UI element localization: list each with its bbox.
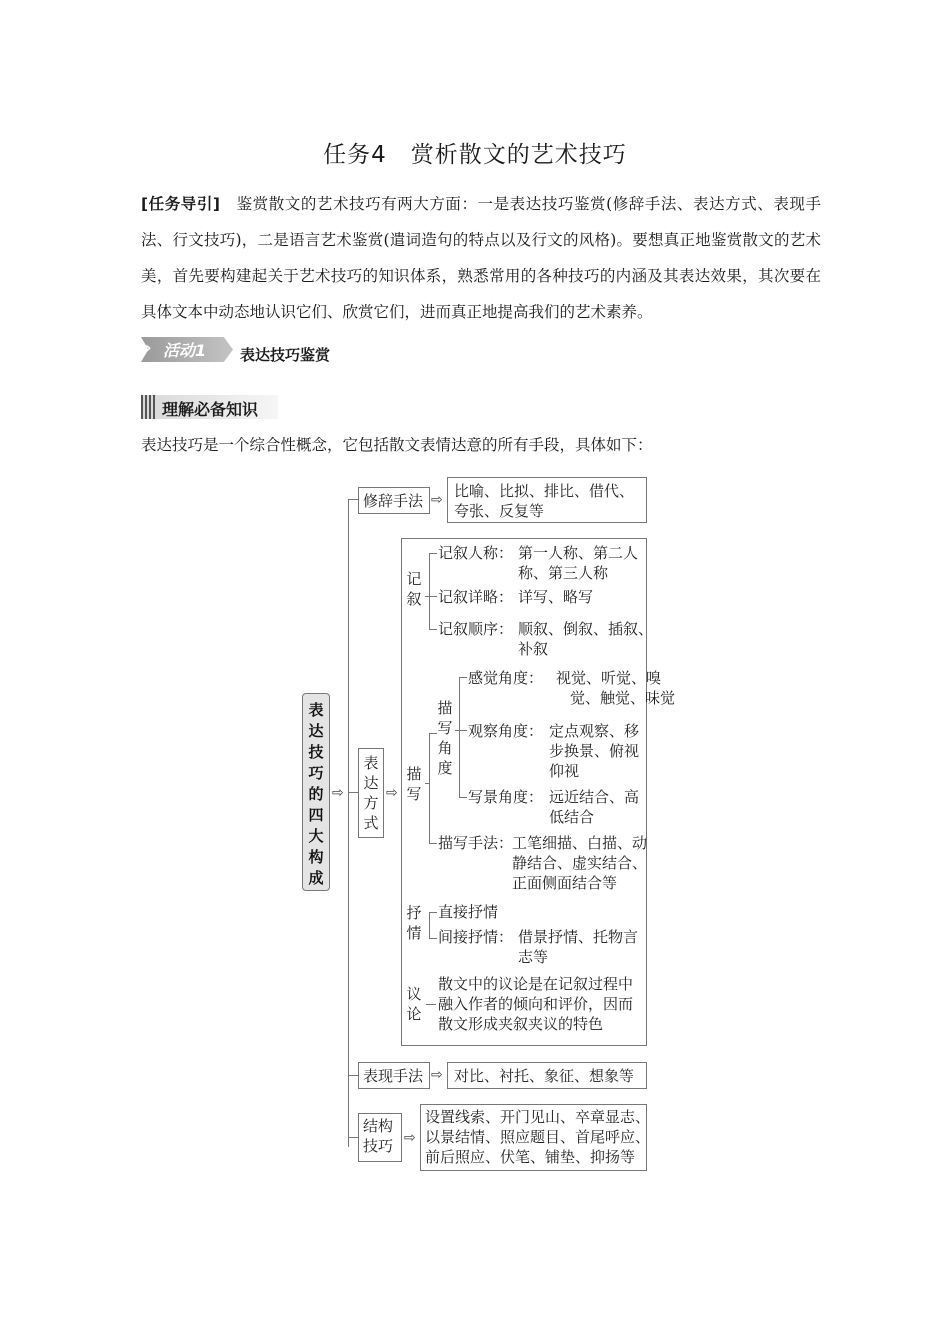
bracket-line [429,733,437,734]
structure-label: 结构技巧 [363,1117,394,1155]
rhetoric-label: 修辞手法 [363,492,424,510]
arrow-right-icon: ⇨ [386,785,398,801]
bracket-line [459,677,460,797]
spine-line [348,499,349,1147]
argument-line: 融入作者的倾向和评价，因而 [438,995,634,1013]
argument-label: 议论 [406,985,422,1023]
scene-angle-line: 低结合 [549,808,595,826]
task-guide-paragraph [141,186,821,330]
observe-angle-line: 步换景、俯视 [549,742,640,760]
bracket-line [429,912,437,913]
observe-angle-label: 观察角度： [468,722,544,740]
arrow-right-icon: ⇨ [332,785,344,801]
section-stripe-decoration [141,395,155,419]
lyric-indirect-line: 志等 [518,948,549,966]
structure-content-line: 设置线索、开门见山、卒章显志、 [425,1108,651,1126]
diagram-root-box [302,693,330,891]
bracket-line [429,938,437,939]
argument-line: 散文中的议论是在记叙过程中 [438,975,634,993]
expression-label: 表达方式 [363,754,379,832]
narration-person-line: 称、第三人称 [518,564,609,582]
technique-label: 表现手法 [363,1067,424,1085]
description-label: 描写 [406,765,422,803]
description-method-label: 描写手法： [438,834,514,852]
narration-label: 记叙 [406,570,422,608]
technique-content-box [447,1062,647,1089]
structure-content-line: 以景结情、照应题目、首尾呼应、 [425,1128,651,1146]
branch-line [348,499,358,500]
rhetoric-content-box [447,477,647,523]
narration-order-label: 记叙顺序： [438,620,514,638]
page-title: 任务4 赏析散文的艺术技巧 [323,142,627,168]
rhetoric-content-line: 比喻、比拟、排比、借代、 [454,482,635,500]
structure-content-box [420,1104,651,1171]
task-guide-text: 鉴赏散文的艺术技巧有两大方面：一是表达技巧鉴赏(修辞手法、表达方式、表现手法、行文技巧)，二是语言艺术鉴赏(遣词造句的特点以及行文的风格)。要想真正地鉴赏散文的艺术美，首先要构建起关于艺术技巧的知识体系，熟悉常用的各种技巧的内涵及其表达效果，其次要在具体文本中动态地认识它们、欣赏它们，进而真正地提高我们的艺术素养。 [141,195,821,321]
sense-angle-line: 觉、触觉、味觉 [570,689,676,707]
bracket-line [429,843,437,844]
activity-label: 活动1 [163,341,207,360]
technique-content: 对比、衬托、象征、想象等 [454,1067,635,1085]
bracket-line [429,912,430,938]
task-guide-tag: [任务导引] [141,195,220,213]
rhetoric-content-line: 夸张、反复等 [454,502,545,520]
structure-content-line: 前后照应、伏笔、铺垫、抑扬等 [425,1148,636,1166]
diagram-root-label: 表达技巧的四大构成 [308,701,324,887]
chevron-right-icon: › [145,338,152,357]
branch-line [348,1137,358,1138]
arrow-right-icon: ⇨ [404,1130,416,1146]
bracket-line [429,733,430,843]
bracket-line [429,629,437,630]
arrow-right-icon: ⇨ [431,1067,443,1083]
sense-angle-label: 感觉角度： [468,669,544,687]
branch-line [348,1075,358,1076]
description-method-line: 工笔细描、白描、动 [512,834,648,852]
intro-text: 表达技巧是一个综合性概念，它包括散文表情达意的所有手段，具体如下： [141,436,653,454]
sense-angle-line: 视觉、听觉、嗅 [556,669,662,687]
description-method-line: 静结合、虚实结合、 [512,854,648,872]
bracket-line [426,1004,436,1005]
argument-line: 散文形成夹叙夹议的特色 [438,1015,604,1033]
observe-angle-line: 仰视 [549,762,580,780]
narration-person-label: 记叙人称： [438,544,514,562]
structure-label-box [358,1113,402,1162]
narration-detail-label: 记叙详略： [438,588,514,606]
narration-detail: 详写、略写 [518,588,594,606]
narration-person-line: 第一人称、第二人 [518,544,639,562]
lyric-indirect-label: 间接抒情： [438,928,514,946]
bracket-line [429,553,437,554]
narration-order-line: 补叙 [518,640,549,658]
lyric-indirect-line: 借景抒情、托物言 [518,928,639,946]
scene-angle-label: 写景角度： [468,788,544,806]
scene-angle-line: 远近结合、高 [549,788,640,806]
bracket-line [459,677,467,678]
lyric-direct: 直接抒情 [438,903,499,921]
bracket-line [455,730,467,731]
lyric-label: 抒情 [406,904,422,942]
bracket-line [459,797,467,798]
bracket-line [425,783,429,784]
branch-line [348,792,358,793]
observe-angle-line: 定点观察、移 [549,722,640,740]
arrow-right-icon: ⇨ [431,492,443,508]
expression-label-box [358,748,384,838]
bracket-line [429,553,430,629]
technique-label-box [358,1062,430,1089]
bracket-line [425,596,437,597]
description-angle-label: 描写角度 [437,699,453,777]
description-method-line: 正面侧面结合等 [512,874,618,892]
activity-title: 表达技巧鉴赏 [240,346,331,364]
section-title: 理解必备知识 [162,400,259,419]
rhetoric-label-box [358,487,430,514]
narration-order-line: 顺叙、倒叙、插叙、 [518,620,654,638]
